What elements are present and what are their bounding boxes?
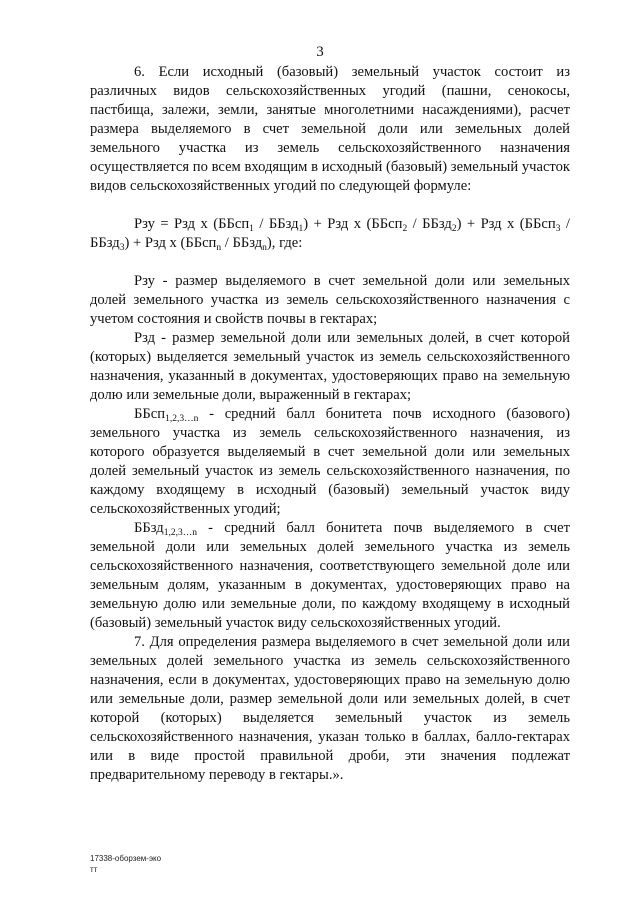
document-body: [90, 63, 570, 785]
definition-rzu: Рзу - размер выделяемого в счет земельной доли или земельных долей земельного участка из земель сельскохозяйственного назначения с учетом состояния и свойств почвы в гектарах;: [90, 273, 570, 327]
definition-rzd: Рзд - размер земельной доли или земельных долей, в счет которой (которых) выделяется земельный участок из земель сельскохозяйственного назначения, указанный в документах, удостоверяющих право на земельную долю или земельные доли, выраженный в гектарах;: [90, 330, 570, 403]
author-initials: тт: [90, 865, 98, 874]
page-number: 3: [316, 44, 324, 60]
definition-bbsp: ББсп$_{1,2,3\dots n}$ - средний балл бонитета почв исходного (базового) земельного участка из земель сельскохозяйственного назначения, из которого образуется выделяемый в счет земельной доли или земельных долей земельный участок из земель сельскохозяйственного назначения, по каждому входящему в исходный (базовый) земельный участок виду сельскохозяйственных угодий;: [90, 406, 570, 517]
document-footer: [90, 853, 161, 875]
document-code: 17338-оборзем-эко: [90, 854, 162, 863]
formula: Рзу = Рзд х (ББсп$_1$ / ББзд$_1$) + Рзд х (ББсп$_2$ / ББзд$_2$) + Рзд х (ББсп$_3$ / ББзд$_3$) + Рзд х (ББсп$_n$ / ББзд$_n$), где:: [90, 216, 570, 253]
definition-bbzd: ББзд$_{1,2,3\dots n}$ - средний балл бонитета почв выделяемого в счет земельной доли или земельных долей земельного участка из земель сельскохозяйственного назначения, соответствующего земельной доле или земельным долям, указанным в документах, удостоверяющих право на земельную долю или земельные доли, по каждому входящему в исходный (базовый) земельный участок виду сельскохозяйственных угодий.: [90, 520, 570, 631]
paragraph-6: 6. Если исходный (базовый) земельный участок состоит из различных видов сельскохозяйственных угодий (пашни, сенокосы, пастбища, залежи, земли, занятые многолетними насаждениями), расчет размера выделяемого в счет земельной доли или земельных долей земельного участка из земель сельскохозяйственного назначения осуществляется по всем входящим в исходный (базовый) земельный участок видов сельскохозяйственных угодий по следующей формуле:: [90, 64, 570, 194]
paragraph-7: 7. Для определения размера выделяемого в счет земельной доли или земельных долей земельного участка из земель сельскохозяйственного назначения, если в документах, удостоверяющих право на земельную долю или земельные доли, размер земельной доли или земельных долей, в счет которой (которых) выделяется земельный участок из земель сельскохозяйственного назначения, указан только в баллах, балло-гектарах или в виде простой правильной дроби, эти значения подлежат предварительному переводу в гектары.».: [90, 634, 570, 783]
